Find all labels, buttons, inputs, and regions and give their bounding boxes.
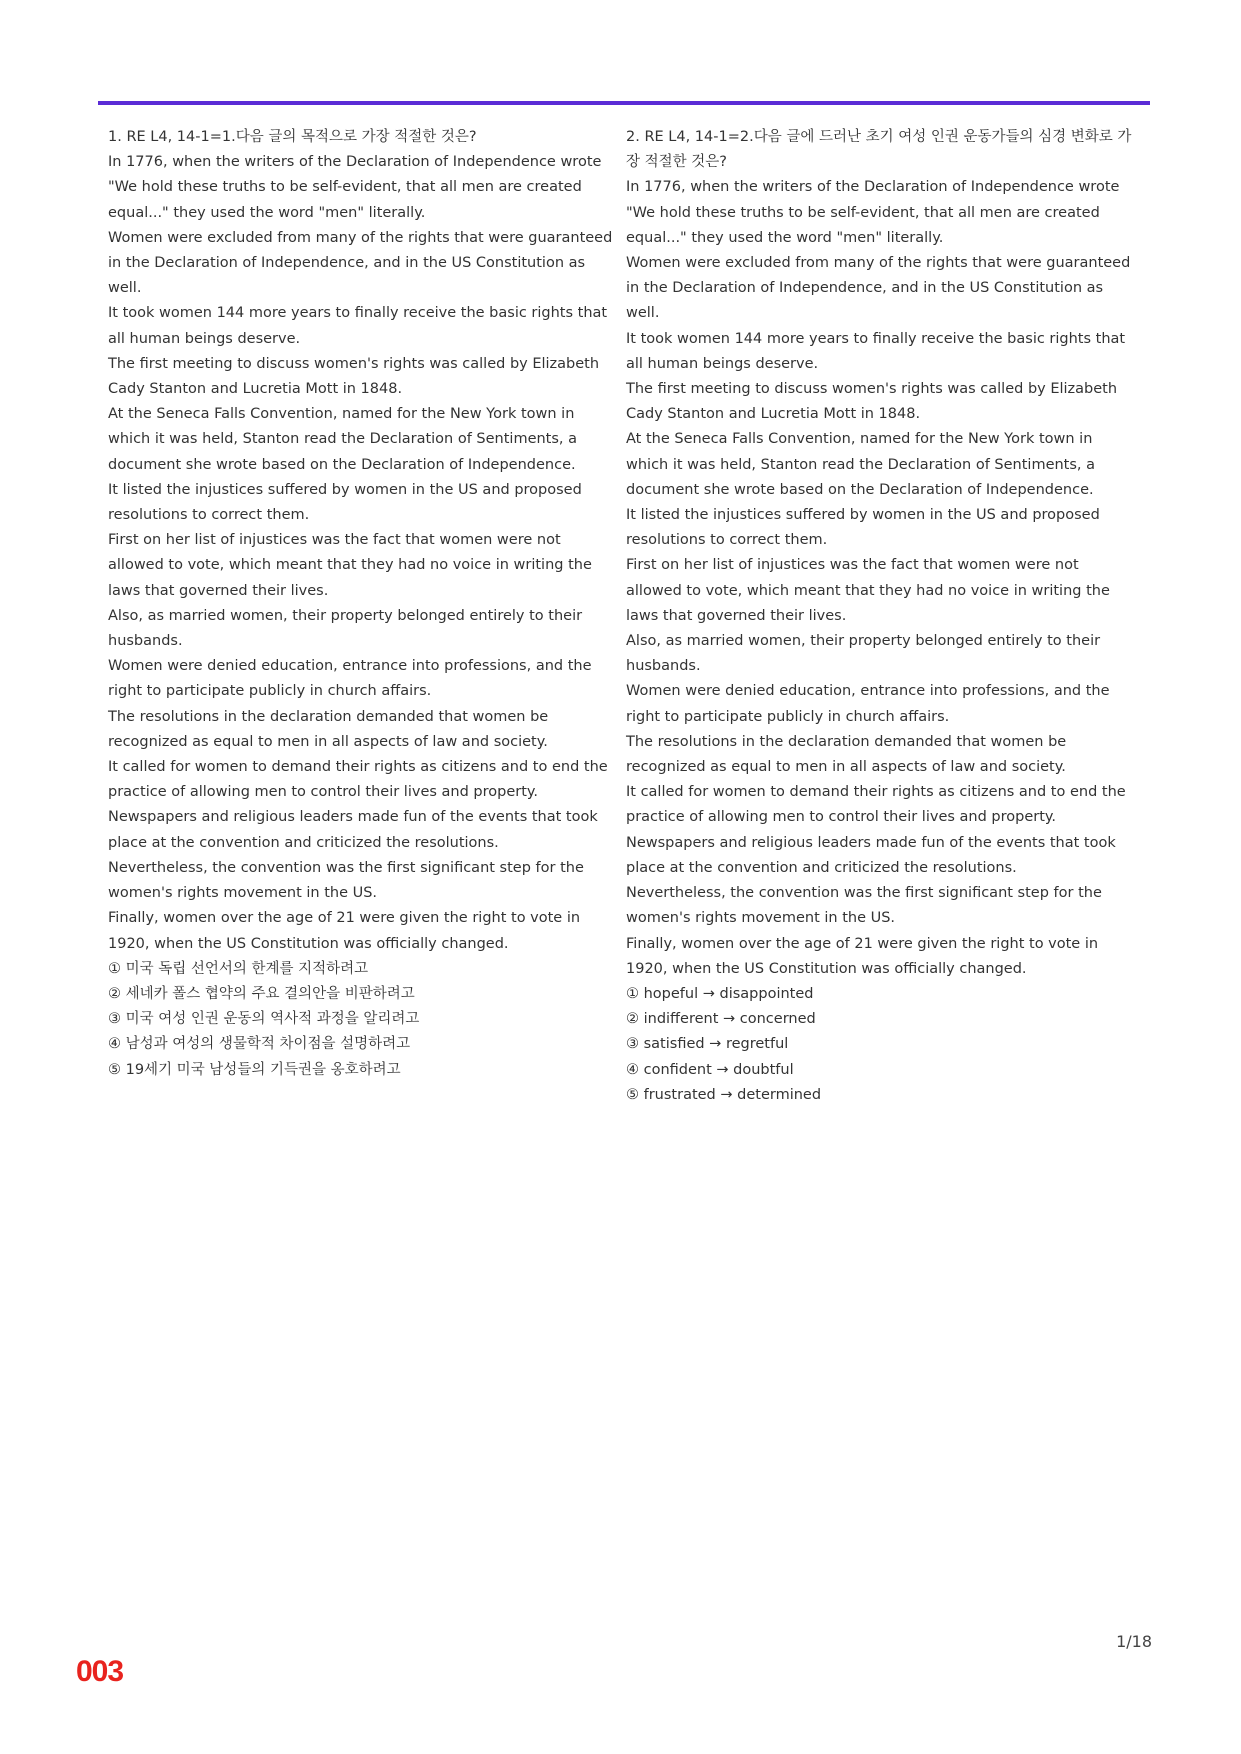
passage-sentence: Newspapers and religious leaders made fun of the events that took place at the convention and criticized the resolutions. — [108, 809, 598, 851]
passage-sentence: First on her list of injustices was the fact that women were not allowed to vote, which meant that they had no voice in writing the laws that governed their lives. — [626, 557, 1110, 624]
passage-sentence: It called for women to demand their rights as citizens and to end the practice of allowing men to control their lives and property. — [108, 759, 608, 801]
question-header: 2. RE L4, 14-1=2.다음 글에 드러난 초기 여성 인권 운동가들의 심경 변화로 가장 적절한 것은? — [626, 129, 1132, 171]
document-code: 003 — [76, 1655, 124, 1688]
answer-option: ③ 미국 여성 인권 운동의 역사적 과정을 알리려고 — [108, 1011, 420, 1028]
top-accent-rule — [98, 101, 1150, 105]
passage-sentence: Nevertheless, the convention was the first significant step for the women's rights movement in the US. — [108, 859, 584, 902]
answer-option: ② 세네카 폴스 협약의 주요 결의안을 비판하려고 — [108, 985, 415, 1002]
answer-option: ① hopeful → disappointed — [626, 985, 814, 1002]
passage-sentence: It took women 144 more years to finally receive the basic rights that all human beings deserve. — [108, 305, 608, 347]
passage-sentence: In 1776, when the writers of the Declaration of Independence wrote "We hold these truths to be self-evident, that all men are created equal..." they used the word "men" literally. — [108, 154, 602, 221]
passage-sentence: At the Seneca Falls Convention, named for the New York town in which it was held, Stanton read the Declaration of Sentiments, a document she wrote based on the Declaration of Independence. — [108, 406, 578, 473]
passage-sentence: In 1776, when the writers of the Declaration of Independence wrote "We hold these truths to be self-evident, that all men are created equal..." they used the word "men" literally. — [626, 179, 1120, 246]
passage-sentence: The resolutions in the declaration demanded that women be recognized as equal to men in all aspects of law and society. — [108, 708, 549, 750]
question-1 — [108, 125, 616, 1083]
answer-option: ⑤ frustrated → determined — [626, 1086, 822, 1103]
passage-sentence: The resolutions in the declaration demanded that women be recognized as equal to men in all aspects of law and society. — [626, 733, 1067, 776]
passage-sentence: Also, as married women, their property belonged entirely to their husbands. — [108, 607, 583, 650]
answer-option: ② indifferent → concerned — [626, 1011, 816, 1028]
passage-sentence: It listed the injustices suffered by women in the US and proposed resolutions to correct them. — [626, 507, 1100, 549]
passage-sentence: Women were excluded from many of the rights that were guaranteed in the Declaration of Independence, and in the US Constitution as well. — [626, 255, 1131, 322]
passage-sentence: Finally, women over the age of 21 were given the right to vote in 1920, when the US Constitution was officially changed. — [108, 910, 581, 952]
passage-sentence: The first meeting to discuss women's rights was called by Elizabeth Cady Stanton and Lucretia Mott in 1848. — [108, 355, 600, 398]
answer-option: ① 미국 독립 선언서의 한계를 지적하려고 — [108, 960, 369, 977]
answer-option: ④ confident → doubtful — [626, 1061, 794, 1078]
passage-sentence: Nevertheless, the convention was the first significant step for the women's rights movement in the US. — [626, 885, 1102, 927]
passage-sentence: Finally, women over the age of 21 were given the right to vote in 1920, when the US Constitution was officially changed. — [626, 935, 1099, 977]
passage-sentence: Also, as married women, their property belonged entirely to their husbands. — [626, 633, 1101, 675]
passage-sentence: It listed the injustices suffered by women in the US and proposed resolutions to correct them. — [108, 481, 582, 524]
passage-sentence: Women were excluded from many of the rights that were guaranteed in the Declaration of Independence, and in the US Constitution as well. — [108, 229, 613, 297]
passage-sentence: First on her list of injustices was the fact that women were not allowed to vote, which meant that they had no voice in writing the laws that governed their lives. — [108, 532, 592, 599]
passage-sentence: Newspapers and religious leaders made fun of the events that took place at the convention and criticized the resolutions. — [626, 834, 1116, 876]
passage-sentence: Women were denied education, entrance into professions, and the right to participate publicly in church affairs. — [626, 683, 1110, 725]
question-header: 1. RE L4, 14-1=1.다음 글의 목적으로 가장 적절한 것은? — [108, 129, 477, 145]
page-number: 1/18 — [1116, 1632, 1152, 1651]
passage-sentence: It called for women to demand their rights as citizens and to end the practice of allowing men to control their lives and property. — [626, 784, 1126, 826]
question-2 — [626, 125, 1134, 1108]
passage-sentence: It took women 144 more years to finally receive the basic rights that all human beings deserve. — [626, 330, 1126, 372]
passage-sentence: The first meeting to discuss women's rights was called by Elizabeth Cady Stanton and Lucretia Mott in 1848. — [626, 381, 1118, 423]
passage-sentence: At the Seneca Falls Convention, named for the New York town in which it was held, Stanton read the Declaration of Sentiments, a document she wrote based on the Declaration of Independence. — [626, 431, 1096, 498]
answer-option: ③ satisfied → regretful — [626, 1036, 789, 1053]
answer-option: ④ 남성과 여성의 생물학적 차이점을 설명하려고 — [108, 1036, 411, 1053]
passage-sentence: Women were denied education, entrance into professions, and the right to participate publicly in church affairs. — [108, 658, 592, 700]
answer-option: ⑤ 19세기 미국 남성들의 기득권을 옹호하려고 — [108, 1061, 401, 1078]
